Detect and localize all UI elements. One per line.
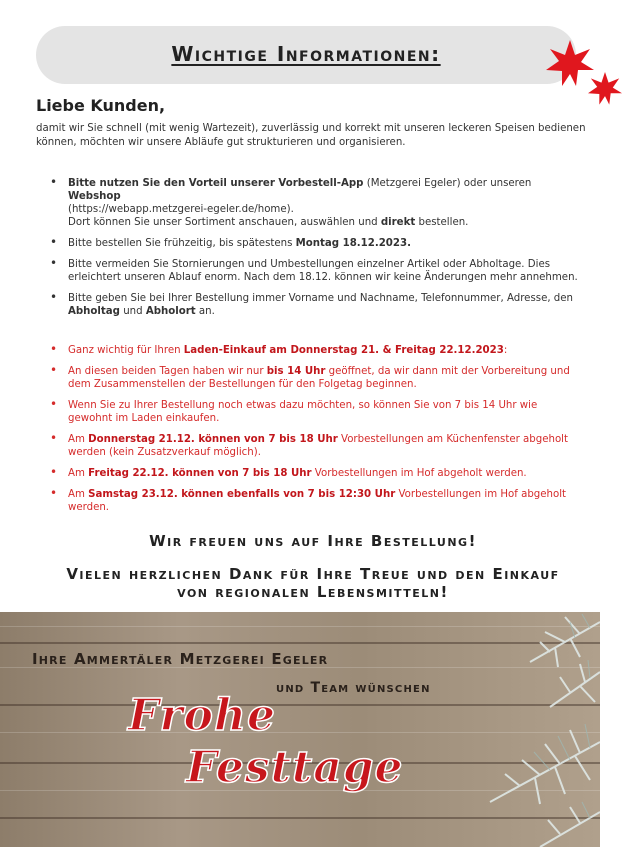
list-item: • Bitte vermeiden Sie Stornierungen und Umbestellungen einzelner Artikel oder Abholtage. Dies erleichtert unseren Ablauf enorm. Nach dem 18.12. können wir keine Änderungen mehr annehmen.	[42, 258, 582, 284]
list-item: • Bitte nutzen Sie den Vorteil unserer Vorbestell-App (Metzgerei Egeler) oder unseren Webshop (https://webapp.metzgerei-egeler.de/home). Dort können Sie unser Sortiment anschauen, auswählen und direkt bestellen.	[42, 177, 582, 229]
list-item: • Am Donnerstag 21.12. können von 7 bis 18 Uhr Vorbestellungen am Küchenfenster abgeholt werden (kein Zusatzverkauf möglich).	[42, 433, 582, 459]
script-frohe: Frohe	[128, 690, 276, 741]
greeting: Liebe Kunden,	[36, 96, 166, 115]
banner-line-1: Ihre Ammertäler Metzgerei Egeler	[32, 650, 329, 668]
closing-line-2b: von regionalen Lebensmitteln!	[177, 583, 449, 601]
list-item: • An diesen beiden Tagen haben wir nur bis 14 Uhr geöffnet, da wir dann mit der Vorbereitung und dem Zusammenstellen der Bestellungen für den Folgetag beginnen.	[42, 365, 582, 391]
list-item: • Bitte geben Sie bei Ihrer Bestellung immer Vorname und Nachname, Telefonnummer, Adresse, den Abholtag und Abholort an.	[42, 292, 582, 318]
list-item: • Wenn Sie zu Ihrer Bestellung noch etwas dazu möchten, so können Sie von 7 bis 14 Uhr wie gewohnt im Laden einkaufen.	[42, 399, 582, 425]
holiday-banner	[0, 612, 600, 847]
banner-line-2: und Team wünschen	[276, 680, 431, 696]
info-list	[42, 177, 582, 326]
title-banner	[36, 26, 576, 84]
page-title: Wichtige Informationen:	[171, 42, 441, 66]
fir-branch-icon	[430, 612, 600, 847]
closing-line-2a: Vielen herzlichen Dank für Ihre Treue und den Einkauf	[66, 565, 560, 583]
closing-line-1: Wir freuen uns auf Ihre Bestellung!	[149, 532, 477, 550]
store-info-list	[42, 344, 582, 522]
star-small-icon	[588, 72, 622, 106]
script-festtage: Festtage	[186, 742, 404, 793]
list-item: • Am Samstag 23.12. können ebenfalls von 7 bis 12:30 Uhr Vorbestellungen im Hof abgeholt werden.	[42, 488, 582, 514]
list-item: • Am Freitag 22.12. können von 7 bis 18 Uhr Vorbestellungen im Hof abgeholt werden.	[42, 467, 582, 480]
list-item: • Bitte bestellen Sie frühzeitig, bis spätestens Montag 18.12.2023.	[42, 237, 582, 250]
intro-text: damit wir Sie schnell (mit wenig Wartezeit), zuverlässig und korrekt mit unseren leckeren Speisen bedienen können, möchten wir unsere Abläufe gut strukturieren und organisieren.	[36, 123, 586, 148]
list-item: • Ganz wichtig für Ihren Laden-Einkauf am Donnerstag 21. & Freitag 22.12.2023:	[42, 344, 582, 357]
star-large-icon	[546, 40, 594, 88]
